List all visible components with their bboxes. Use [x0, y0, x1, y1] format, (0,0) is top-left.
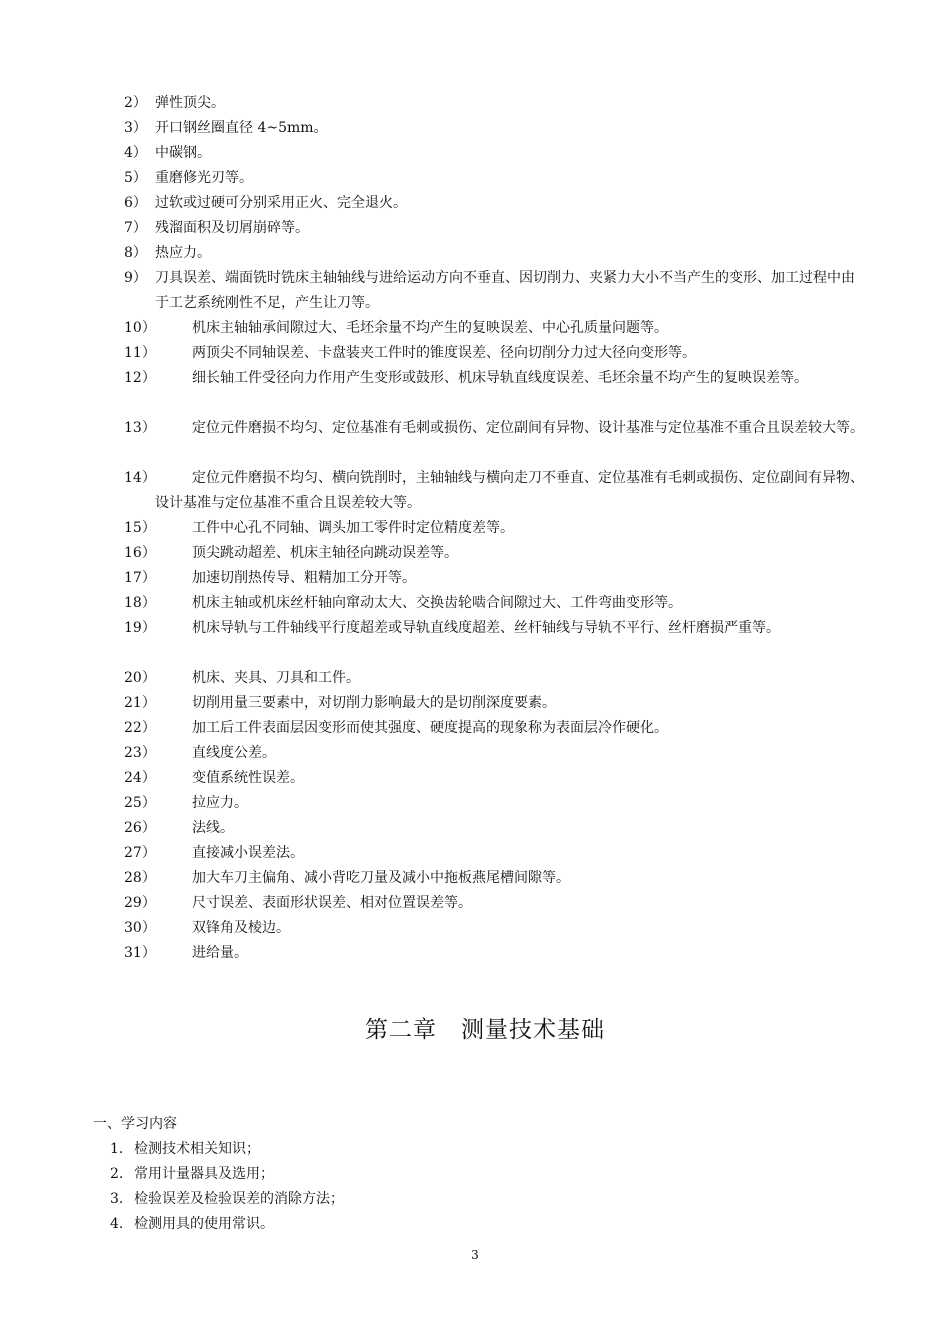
answer-item: 24） 变值系统性误差。: [124, 770, 304, 786]
answer-item: 25） 拉应力。: [124, 795, 248, 811]
answer-item: 31） 进给量。: [124, 945, 248, 961]
answer-item: 22） 加工后工件表面层因变形而使其强度、硬度提高的现象称为表面层冷作硬化。: [124, 720, 668, 736]
answer-item: 17） 加速切削热传导、粗精加工分开等。: [124, 570, 416, 586]
answer-item: 9） 刀具误差、端面铣时铣床主轴轴线与进给运动方向不垂直、因切削力、夹紧力大小不当产生的变形、加工过程中由于工艺系统刚性不足，产生让刀等。: [124, 270, 855, 311]
answer-item: 7） 残溜面积及切屑崩碎等。: [124, 220, 309, 236]
answer-item: 13） 定位元件磨损不均匀、定位基准有毛刺或损伤、定位副间有异物、设计基准与定位基准不重合且误差较大等。: [124, 420, 864, 436]
answer-item: 20） 机床、夹具、刀具和工件。: [124, 670, 360, 686]
answer-item: 11） 两顶尖不同轴误差、卡盘装夹工件时的锥度误差、径向切削分力过大径向变形等。: [124, 345, 696, 361]
answer-item: 30） 双锋角及棱边。: [124, 920, 290, 936]
list-item: 3. 检验误差及检验误差的消除方法；: [110, 1191, 344, 1207]
chapter-title: 第二章 测量技术基础: [365, 1017, 605, 1043]
answer-item: 26） 法线。: [124, 820, 234, 836]
answer-item: 10） 机床主轴轴承间隙过大、毛坯余量不均产生的复映误差、中心孔质量问题等。: [124, 320, 668, 336]
answer-item: 5） 重磨修光刃等。: [124, 170, 253, 186]
answer-item: 21） 切削用量三要素中，对切削力影响最大的是切削深度要素。: [124, 695, 556, 711]
answer-item: 3） 开口钢丝圈直径 4~5mm。: [124, 120, 328, 136]
page-number: 3: [471, 1248, 479, 1262]
answer-item: 23） 直线度公差。: [124, 745, 276, 761]
answer-item: 19） 机床导轨与工件轴线平行度超差或导轨直线度超差、丝杆轴线与导轨不平行、丝杆磨损严重等。: [124, 620, 780, 636]
answer-item: 14） 定位元件磨损不均匀、横向铣削时，主轴轴线与横向走刀不垂直、定位基准有毛刺或损伤、定位副间有异物、设计基准与定位基准不重合且误差较大等。: [124, 470, 864, 511]
answer-item: 15） 工件中心孔不同轴、调头加工零件时定位精度差等。: [124, 520, 514, 536]
section-heading: 一、学习内容: [93, 1116, 177, 1132]
answer-item: 29） 尺寸误差、表面形状误差、相对位置误差等。: [124, 895, 472, 911]
answer-item: 2） 弹性顶尖。: [124, 95, 225, 111]
study-content-list: [110, 1137, 344, 1237]
list-item: 1. 检测技术相关知识；: [110, 1141, 260, 1157]
answer-item: 18） 机床主轴或机床丝杆轴向窜动太大、交换齿轮啮合间隙过大、工件弯曲变形等。: [124, 595, 682, 611]
answer-item: 6） 过软或过硬可分别采用正火、完全退火。: [124, 195, 407, 211]
answer-item: 8） 热应力。: [124, 245, 211, 261]
answer-item: 27） 直接减小误差法。: [124, 845, 304, 861]
answer-list: [0, 91, 950, 966]
list-item: 4. 检测用具的使用常识。: [110, 1216, 274, 1232]
list-item: 2. 常用计量器具及选用；: [110, 1166, 274, 1182]
answer-item: 12） 细长轴工件受径向力作用产生变形或鼓形、机床导轨直线度误差、毛坯余量不均产生的复映误差等。: [124, 370, 808, 386]
answer-item: 16） 顶尖跳动超差、机床主轴径向跳动误差等。: [124, 545, 458, 561]
answer-item: 28） 加大车刀主偏角、减小背吃刀量及减小中拖板燕尾槽间隙等。: [124, 870, 570, 886]
answer-item: 4） 中碳钢。: [124, 145, 211, 161]
